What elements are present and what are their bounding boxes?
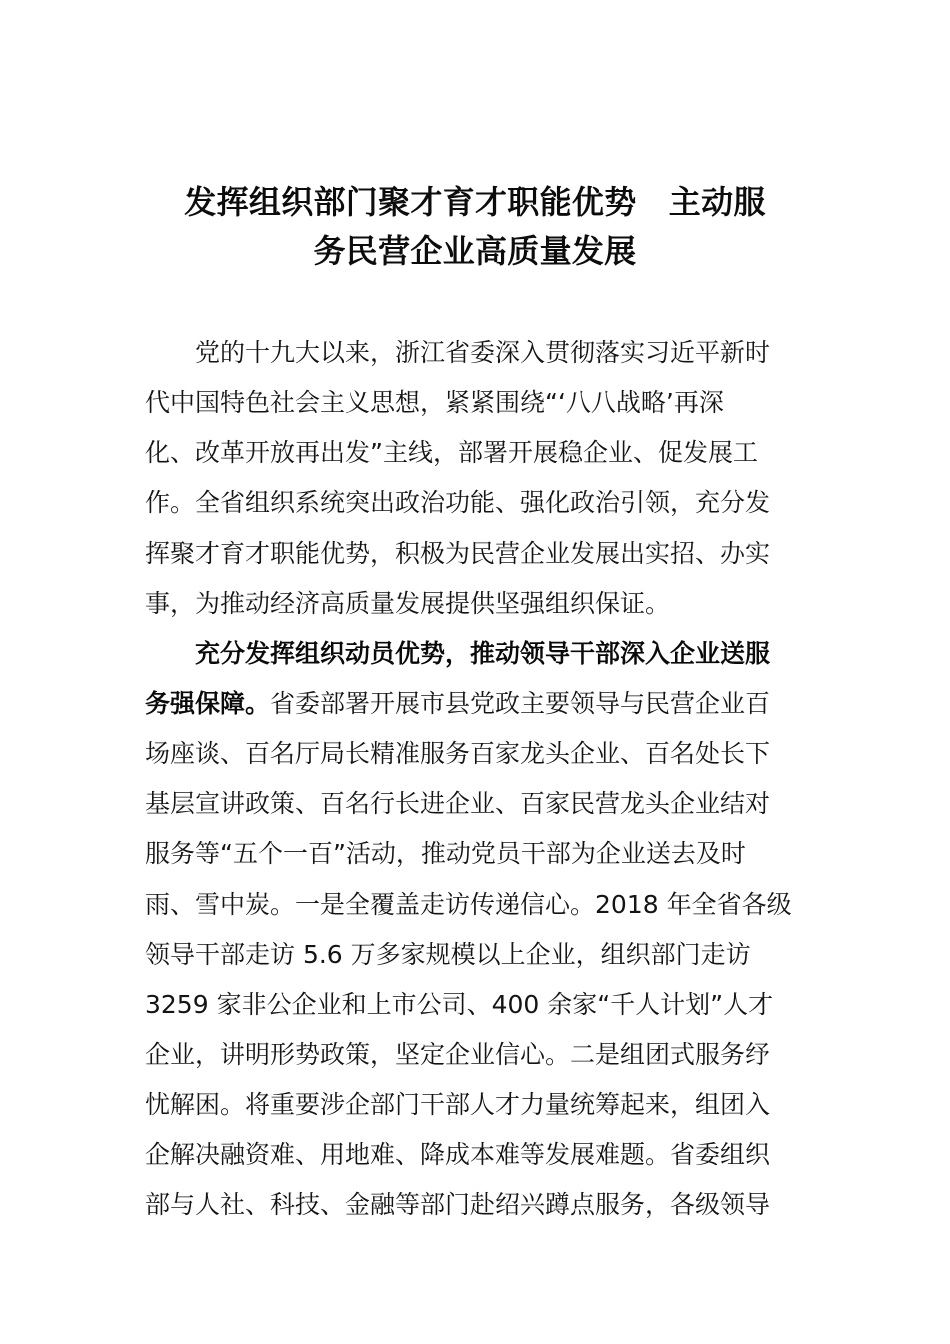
- paragraph-line: 领导干部走访 5.6 万多家规模以上企业，组织部门走访: [145, 939, 751, 969]
- paragraph-line: 作。全省组织系统突出政治功能、强化政治引领，充分发: [145, 488, 771, 518]
- paragraph-line: 忧解困。将重要涉企部门干部人才力量统筹起来，组团入: [145, 1090, 771, 1120]
- paragraph-line: 企业，讲明形势政策，坚定企业信心。二是组团式服务纾: [145, 1039, 771, 1069]
- paragraph-line: 事，为推动经济高质量发展提供坚强组织保证。: [145, 588, 671, 618]
- paragraph-line: 基层宣讲政策、百名行长进企业、百家民营龙头企业结对: [145, 789, 771, 819]
- paragraph-line: 3259 家非公企业和上市公司、400 余家“千人计划”人才: [145, 989, 774, 1019]
- paragraph-line: 服务等“五个一百”活动，推动党员干部为企业送去及时: [145, 839, 746, 869]
- paragraph-line: 企解决融资难、用地难、降成本难等发展难题。省委组织: [145, 1140, 771, 1170]
- document-body: [145, 328, 813, 1231]
- paragraph-heading-tail: 务强保障。: [145, 688, 271, 718]
- paragraph-2: [145, 629, 813, 1231]
- paragraph-line: 代中国特色社会主义思想，紧紧围绕“‘八八战略’再深: [145, 388, 724, 418]
- paragraph-line-text: 省委部署开展市县党政主要领导与民营企业百: [270, 688, 771, 718]
- paragraph-line: [145, 679, 813, 729]
- paragraph-1: [145, 328, 813, 629]
- paragraph-line: 场座谈、百名厅局长精准服务百家龙头企业、百名处长下: [145, 739, 771, 769]
- paragraph-heading-line: 充分发挥组织动员优势，推动领导干部深入企业送服: [195, 638, 771, 668]
- document-title: [140, 178, 810, 276]
- paragraph-line: 党的十九大以来，浙江省委深入贯彻落实习近平新时: [195, 338, 771, 367]
- paragraph-line: 雨、雪中炭。一是全覆盖走访传递信心。2018 年全省各级: [145, 889, 792, 919]
- paragraph-line: 化、改革开放再出发”主线，部署开展稳企业、促发展工: [145, 438, 758, 468]
- paragraph-line: 挥聚才育才职能优势，积极为民营企业发展出实招、办实: [145, 538, 771, 568]
- paragraph-line: 部与人社、科技、金融等部门赴绍兴蹲点服务，各级领导: [145, 1190, 771, 1220]
- title-line-1: 发挥组织部门聚才育才职能优势 主动服: [184, 183, 766, 221]
- title-line-2: 务民营企业高质量发展: [313, 232, 637, 270]
